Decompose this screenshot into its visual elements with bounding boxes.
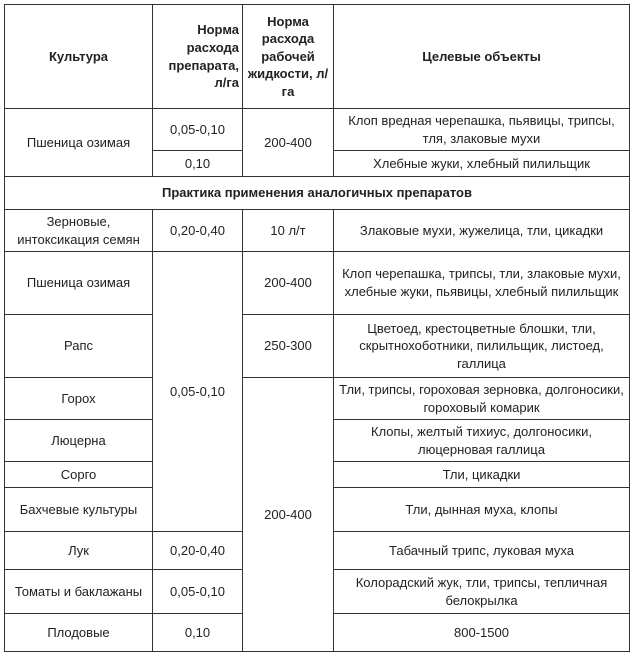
liquid-cell: 200-400: [243, 109, 334, 177]
targets-cell: Цветоед, крестоцветные блошки, тли, скрытнохоботники, пилильщик, листоед, галлица: [334, 315, 630, 378]
targets-cell: Клоп вредная черепашка, пьявицы, трипсы, тля, злаковые мухи: [334, 109, 630, 151]
targets-cell: Клопы, желтый тихиус, долгоносики, люцерновая галлица: [334, 420, 630, 462]
header-culture: Культура: [5, 5, 153, 109]
liquid-cell: 200-400: [243, 378, 334, 652]
table-row: [5, 378, 630, 420]
rate-cell: 0,20-0,40: [153, 532, 243, 570]
liquid-cell: 800-1500: [334, 614, 630, 652]
targets-cell: Тли, дынная муха, клопы: [334, 488, 630, 532]
culture-cell: Горох: [5, 378, 153, 420]
targets-cell: Клоп черепашка, трипсы, тли, злаковые мухи, хлебные жуки, пьявицы, хлебный пилильщик: [334, 252, 630, 315]
culture-cell: Зерновые, интоксикация семян: [5, 210, 153, 252]
culture-cell: Сорго: [5, 462, 153, 488]
targets-cell: Хлебные жуки, хлебный пилильщик: [334, 151, 630, 177]
culture-cell: Рапс: [5, 315, 153, 378]
targets-cell: Тли, цикадки: [334, 462, 630, 488]
rate-cell: 0,10: [153, 614, 243, 652]
rate-cell: 0,20-0,40: [153, 210, 243, 252]
liquid-cell: 250-300: [243, 315, 334, 378]
table-row: [5, 315, 630, 378]
header-rate: Норма расхода препарата, л/га: [153, 5, 243, 109]
culture-cell: Плодовые: [5, 614, 153, 652]
table-row: [5, 109, 630, 151]
liquid-cell: 200-400: [243, 252, 334, 315]
pesticide-usage-table: [4, 4, 630, 652]
culture-cell: Бахчевые культуры: [5, 488, 153, 532]
culture-cell: Пшеница озимая: [5, 109, 153, 177]
header-targets: Целевые объекты: [334, 5, 630, 109]
table-row: [5, 252, 630, 315]
section-title: Практика применения аналогичных препаратов: [5, 177, 630, 210]
rate-cell: 0,10: [153, 151, 243, 177]
header-row: [5, 5, 630, 109]
culture-cell: Томаты и баклажаны: [5, 570, 153, 614]
culture-cell: Пшеница озимая: [5, 252, 153, 315]
table-row: [5, 210, 630, 252]
targets-cell: Злаковые мухи, жужелица, тли, цикадки: [334, 210, 630, 252]
rate-cell: 0,05-0,10: [153, 570, 243, 614]
targets-cell: Табачный трипс, луковая муха: [334, 532, 630, 570]
culture-cell: Люцерна: [5, 420, 153, 462]
rate-cell: 0,05-0,10: [153, 252, 243, 532]
targets-cell: Тли, трипсы, гороховая зерновка, долгоносики, гороховый комарик: [334, 378, 630, 420]
culture-cell: Лук: [5, 532, 153, 570]
header-liquid: Норма расхода рабочей жидкости, л/га: [243, 5, 334, 109]
liquid-cell: 10 л/т: [243, 210, 334, 252]
targets-cell: Колорадский жук, тли, трипсы, тепличная белокрылка: [334, 570, 630, 614]
section-row: [5, 177, 630, 210]
rate-cell: 0,05-0,10: [153, 109, 243, 151]
